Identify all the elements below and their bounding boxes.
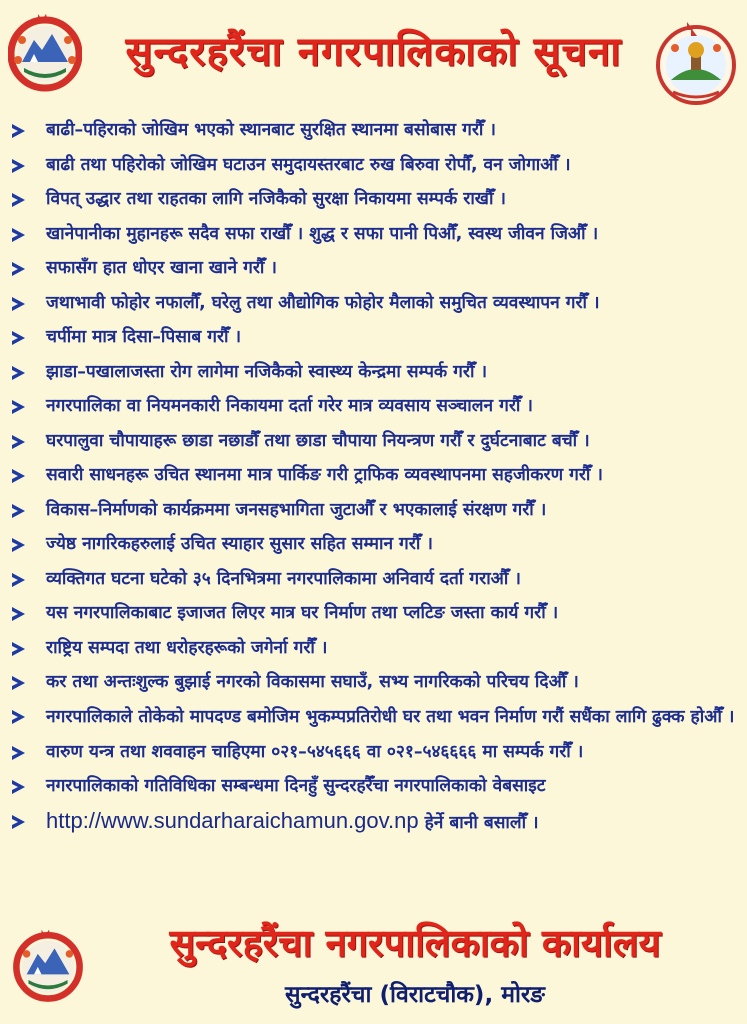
page-title: सुन्दरहरैंचा नगरपालिकाको सूचना	[125, 29, 622, 75]
list-item: नगरपालिका वा नियमनकारी निकायमा दर्ता गरेर मात्र व्यवसाय सञ्चालन गरौँ ।	[10, 389, 744, 424]
list-item: झाडा–पखालाजस्ता रोग लागेमा नजिकैको स्वास्थ्य केन्द्रमा सम्पर्क गरौँ ।	[10, 355, 744, 390]
list-item: जथाभावी फोहोर नफालौँ, घरेलु तथा औद्योगिक फोहोर मैलाको समुचित व्यवस्थापन गरौँ ।	[10, 286, 744, 321]
arrow-bullet-icon	[12, 573, 25, 587]
office-address: सुन्दरहरैंचा (विराटचौक), मोरङ	[285, 982, 545, 1008]
arrow-bullet-icon	[12, 780, 25, 794]
list-item: वारुण यन्त्र तथा शववाहन चाहिएमा ०२१–५४५६६६ वा ०२१–५४६६६६ मा सम्पर्क गरौँ ।	[10, 735, 744, 770]
nepal-emblem-icon	[10, 926, 86, 1006]
list-item: विपत् उद्धार तथा राहतका लागि नजिकैको सुरक्षा निकायमा सम्पर्क राखौँ ।	[10, 182, 744, 217]
arrow-bullet-icon	[12, 676, 25, 690]
arrow-bullet-icon	[12, 331, 25, 345]
arrow-bullet-icon	[12, 504, 25, 518]
list-item: व्यक्तिगत घटना घटेको ३५ दिनभित्रमा नगरपालिकामा अनिवार्य दर्ता गराऔँ ।	[10, 562, 744, 597]
list-item: बाढी–पहिराको जोखिम भएको स्थानबाट सुरक्षित स्थानमा बसोबास गरौँ ।	[10, 113, 744, 148]
arrow-bullet-icon	[12, 193, 25, 207]
list-item	[10, 804, 744, 841]
list-item: कर तथा अन्तःशुल्क बुझाई नगरको विकासमा सघाउँ, सभ्य नागरिकको परिचय दिऔँ ।	[10, 665, 744, 700]
arrow-bullet-icon	[12, 262, 25, 276]
arrow-bullet-icon	[12, 642, 25, 656]
list-item: घरपालुवा चौपायाहरू छाडा नछाडौँ तथा छाडा चौपाया नियन्त्रण गरौँ र दुर्घटनाबाट बचौँ ।	[10, 424, 744, 459]
header	[0, 0, 747, 112]
arrow-bullet-icon	[12, 366, 25, 380]
arrow-bullet-icon	[12, 607, 25, 621]
list-item: राष्ट्रिय सम्पदा तथा धरोहरहरूको जगेर्ना गरौँ ।	[10, 631, 744, 666]
list-item: बाढी तथा पहिरोको जोखिम घटाउन समुदायस्तरबाट रुख बिरुवा रोपौँ, वन जोगाऔँ ।	[10, 148, 744, 183]
arrow-bullet-icon	[12, 435, 25, 449]
arrow-bullet-icon	[12, 159, 25, 173]
arrow-bullet-icon	[12, 710, 25, 724]
list-item: खानेपानीका मुहानहरू सदैव सफा राखौँ । शुद्ध र सफा पानी पिऔँ, स्वस्थ जीवन जिऔँ ।	[10, 217, 744, 252]
list-item: सवारी साधनहरू उचित स्थानमा मात्र पार्किङ गरी ट्राफिक व्यवस्थापनमा सहजीकरण गरौँ ।	[10, 458, 744, 493]
list-item: नगरपालिकाले तोकेको मापदण्ड बमोजिम भुकम्पप्रतिरोधी घर तथा भवन निर्माण गरौं सधैंका लागि ढुक्क होऔँ ।	[10, 700, 744, 735]
list-item: नगरपालिकाको गतिविधिका सम्बन्धमा दिनहुँ सुन्दरहरैँचा नगरपालिकाको वेबसाइट	[10, 769, 744, 804]
footer	[0, 912, 747, 1024]
website-suffix: हेर्ने बानी बसालौँ ।	[418, 812, 539, 833]
arrow-bullet-icon	[12, 400, 25, 414]
nepal-emblem-icon	[8, 10, 82, 96]
list-item: यस नगरपालिकाबाट इजाजत लिएर मात्र घर निर्माण तथा प्लटिङ जस्ता कार्य गरौँ ।	[10, 596, 744, 631]
arrow-bullet-icon	[12, 815, 25, 829]
list-item: विकास–निर्माणको कार्यक्रममा जनसहभागिता जुटाऔँ र भएकालाई संरक्षण गरौँ ।	[10, 493, 744, 528]
municipality-logo-icon	[655, 18, 737, 108]
office-title: सुन्दरहरैंचा नगरपालिकाको कार्यालय	[169, 921, 661, 965]
arrow-bullet-icon	[12, 538, 25, 552]
notice-list	[10, 113, 744, 840]
list-item: ज्येष्ठ नागरिकहरुलाई उचित स्याहार सुसार सहित सम्मान गरौँ ।	[10, 527, 744, 562]
website-link[interactable]: http://www.sundarharaichamun.gov.np	[46, 807, 419, 833]
arrow-bullet-icon	[12, 469, 25, 483]
arrow-bullet-icon	[12, 746, 25, 760]
arrow-bullet-icon	[12, 124, 25, 138]
list-item: चर्पीमा मात्र दिसा–पिसाब गरौँ ।	[10, 320, 744, 355]
list-item: सफासँग हात धोएर खाना खाने गरौँ ।	[10, 251, 744, 286]
arrow-bullet-icon	[12, 228, 25, 242]
arrow-bullet-icon	[12, 297, 25, 311]
